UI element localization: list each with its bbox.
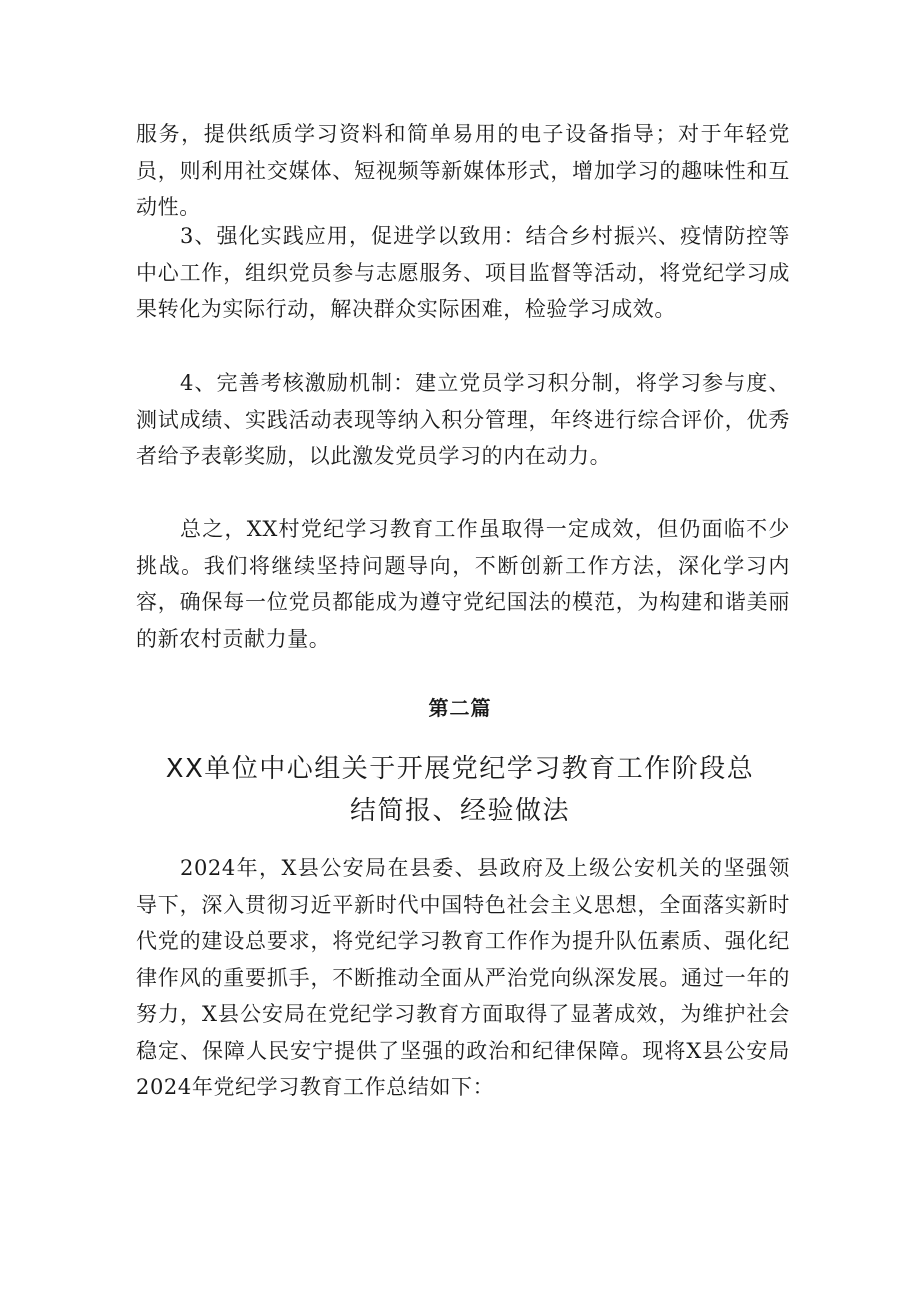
document-title-line-1: XX单位中心组关于开展党纪学习教育工作阶段总 bbox=[165, 754, 755, 784]
paragraph-intro: 2024年，X县公安局在县委、县政府及上级公安机关的坚强领导下，深入贯彻习近平新时代中国特色社会主义思想，全面落实新时代党的建设总要求，将党纪学习教育工作作为提升队伍素质、强化纪律作风的重要抓手，不断推动全面从严治党向纵深发展。通过一年的努力，X县公安局在党纪学习教育方面取得了显著成效，为维护社会稳定、保障人民安宁提供了坚强的政治和纪律保障。现将X县公安局2024年党纪学习教育工作总结如下： bbox=[136, 856, 790, 1099]
paragraph-practice-application: 3、强化实践应用，促进学以致用：结合乡村振兴、疫情防控等中心工作，组织党员参与志愿服务、项目监督等活动，将党纪学习成果转化为实际行动，解决群众实际困难，检验学习成效。 bbox=[136, 224, 790, 321]
section-label: 第二篇 bbox=[428, 696, 492, 720]
paragraph-continuation: 服务，提供纸质学习资料和简单易用的电子设备指导；对于年轻党员，则利用社交媒体、短视频等新媒体形式，增加学习的趣味性和互动性。 bbox=[136, 122, 790, 219]
paragraph-conclusion: 总之，XX村党纪学习教育工作虽取得一定成效，但仍面临不少挑战。我们将继续坚持问题导向，不断创新工作方法，深化学习内容，确保每一位党员都能成为遵守党纪国法的模范，为构建和谐美丽的新农村贡献力量。 bbox=[136, 517, 790, 651]
document-title bbox=[150, 748, 770, 832]
document-title-line-2: 结简报、经验做法 bbox=[349, 796, 570, 826]
paragraph-incentive-mechanism: 4、完善考核激励机制：建立党员学习积分制，将学习参与度、测试成绩、实践活动表现等纳入积分管理，年终进行综合评价，优秀者给予表彰奖励，以此激发党员学习的内在动力。 bbox=[136, 371, 790, 468]
